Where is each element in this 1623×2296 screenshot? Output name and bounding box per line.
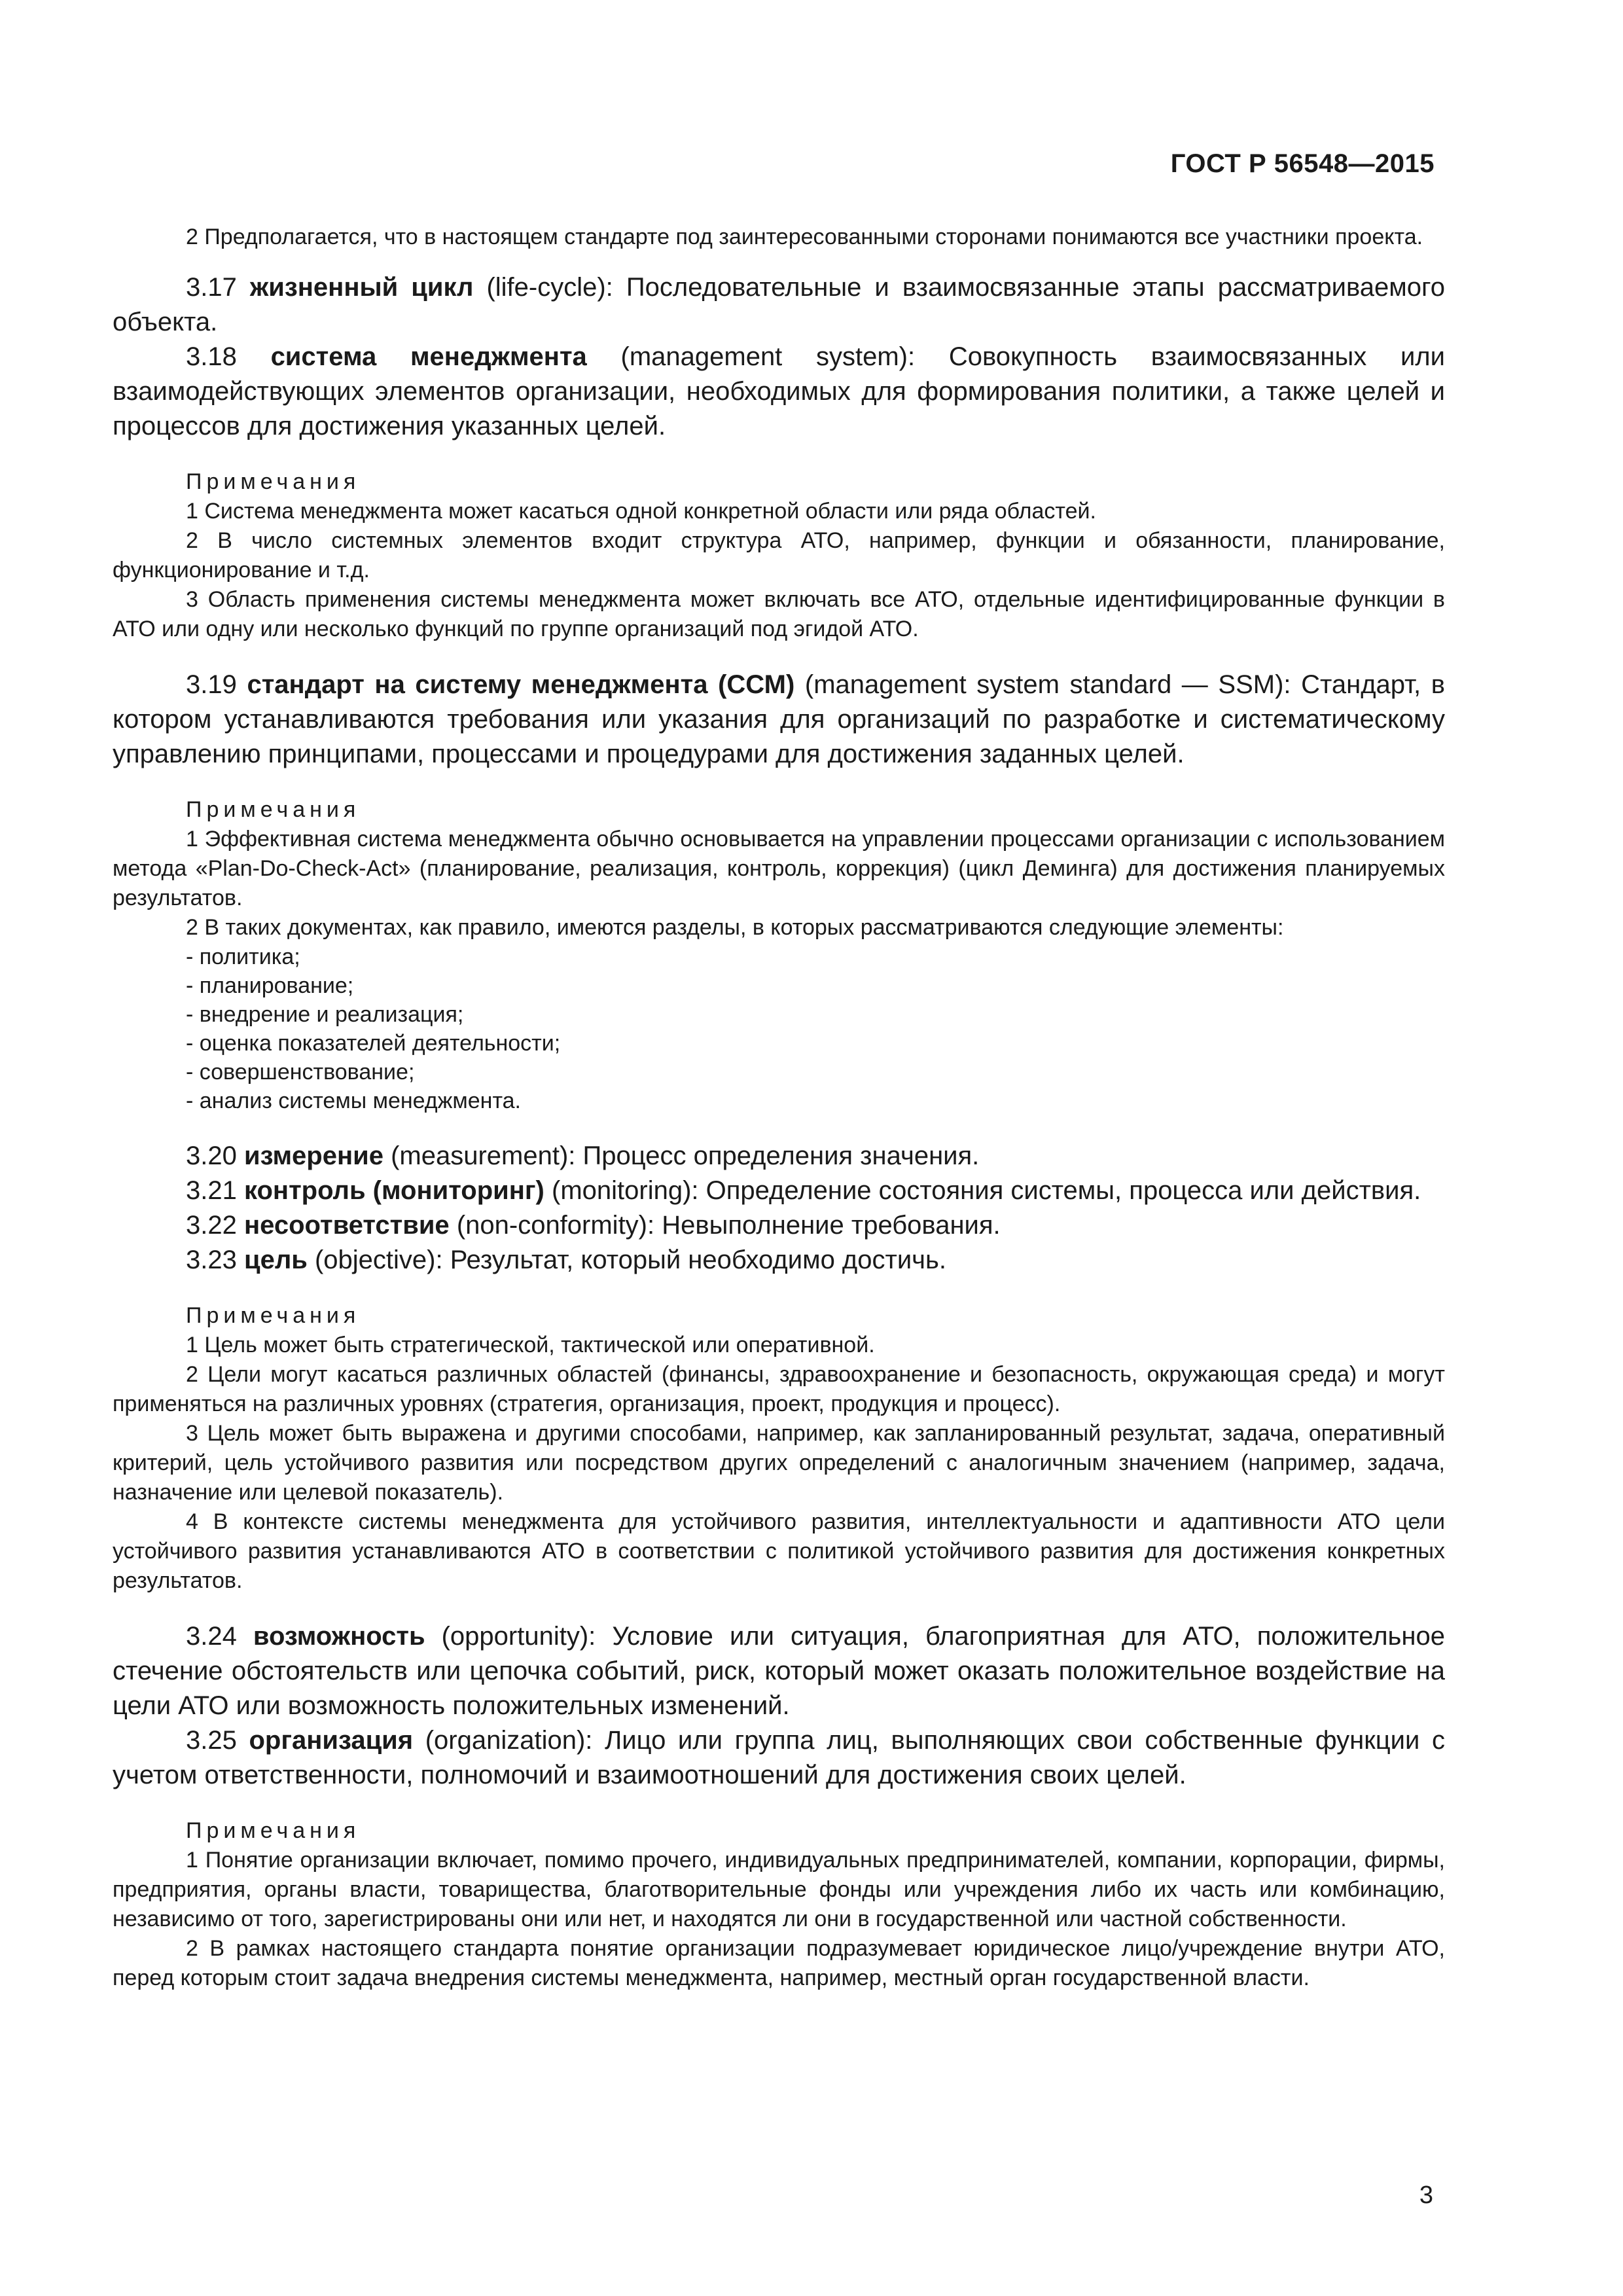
term-3-18 <box>113 340 1445 444</box>
term-number: 3.18 <box>186 342 237 371</box>
list-item: - планирование; <box>186 973 354 998</box>
term-definition: Результат, который необходимо достичь. <box>450 1246 946 1274</box>
term-english: (objective): <box>314 1246 443 1274</box>
term-english: (organization): <box>425 1726 593 1755</box>
term-english: (life-cycle): <box>486 273 613 302</box>
term-number: 3.23 <box>186 1246 237 1274</box>
intro-note: 2 Предполагается, что в настоящем стандарте под заинтересованными сторонами понимаются все участники проекта. <box>186 224 1423 249</box>
term-english: (management system standard — SSM): <box>804 670 1291 699</box>
note-item: 2 В рамках настоящего стандарта понятие организации подразумевает юридическое лицо/учреждение внутри АТО, перед которым стоит задача внедрения системы менеджмента, например, местный орган государственной власти. <box>113 1936 1445 1990</box>
term-name: контроль (мониторинг) <box>243 1176 544 1205</box>
term-name: измерение <box>243 1141 383 1170</box>
note-item: 3 Область применения системы менеджмента может включать все АТО, отдельные идентифицированные функции в АТО или одну или несколько функций по группе организаций под эгидой АТО. <box>113 587 1445 641</box>
page-body <box>113 223 1445 1993</box>
term-3-17 <box>113 270 1445 340</box>
term-3-25 <box>113 1723 1445 1793</box>
note-item: 2 В число системных элементов входит структура АТО, например, функции и обязанности, планирование, функционирование и т.д. <box>113 528 1445 583</box>
term-definition: Условие или ситуация, благоприятная для АТО, положительное стечение обстоятельств или цепочка событий, риск, который может оказать положительное воздействие на цели АТО или возможность положительных изменений. <box>113 1622 1445 1720</box>
term-definition: Последовательные и взаимосвязанные этапы рассматриваемого объекта. <box>113 273 1445 336</box>
term-definition: Стандарт, в котором устанавливаются требования или указания для организаций по разработке и систематическому управлению принципами, процессами и процедурами для достижения заданных целей. <box>113 670 1445 768</box>
term-number: 3.21 <box>186 1176 237 1205</box>
note-item: 2 Цели могут касаться различных областей (финансы, здравоохранение и безопасность, окружающая среда) и могут применяться на различных уровнях (стратегия, организация, проект, продукция и процесс). <box>113 1362 1445 1416</box>
notes-heading: Примечания <box>186 1818 361 1843</box>
note-item: 1 Эффективная система менеджмента обычно основывается на управлении процессами организации с использованием метода «Plan-Do-Check-Act» (планирование, реализация, контроль, коррекция) (цикл Деминга) для достижения планируемых результатов. <box>113 827 1445 910</box>
term-number: 3.19 <box>186 670 237 699</box>
notes-heading: Примечания <box>186 469 361 494</box>
note-item: 1 Цель может быть стратегической, тактической или оперативной. <box>186 1333 875 1357</box>
note-item: 2 В таких документах, как правило, имеются разделы, в которых рассматриваются следующие элементы: <box>186 915 1284 940</box>
list-item: - внедрение и реализация; <box>186 1002 464 1027</box>
term-number: 3.25 <box>186 1726 237 1755</box>
list-item: - совершенствование; <box>186 1060 415 1085</box>
note-item: 3 Цель может быть выражена и другими способами, например, как запланированный результат, задача, оперативный критерий, цель устойчивого развития или посредством других определений с аналогичным значением (например, задача, назначение или целевой показатель). <box>113 1421 1445 1505</box>
term-3-21 <box>113 1174 1445 1208</box>
term-3-19 <box>113 668 1445 772</box>
term-number: 3.17 <box>186 273 237 302</box>
term-english: (monitoring): <box>552 1176 699 1205</box>
term-name: жизненный цикл <box>249 273 474 302</box>
term-3-24 <box>113 1619 1445 1723</box>
term-number: 3.22 <box>186 1211 237 1240</box>
term-name: несоответствие <box>243 1211 450 1240</box>
note-item: 4 В контексте системы менеджмента для устойчивого развития, интеллектуальности и адаптивности АТО цели устойчивого развития устанавливаются АТО в соответствии с политикой устойчивого развития для достижения конкретных результатов. <box>113 1509 1445 1593</box>
list-item: - анализ системы менеджмента. <box>186 1088 521 1113</box>
term-name: стандарт на систему менеджмента (ССМ) <box>247 670 795 699</box>
list-item: - оценка показателей деятельности; <box>186 1031 561 1056</box>
list-item: - политика; <box>186 944 300 969</box>
note-item: 1 Понятие организации включает, помимо прочего, индивидуальных предпринимателей, компании, корпорации, фирмы, предприятия, органы власти, товарищества, благотворительные фонды или учреждения либо их часть или комбинацию, независимо от того, зарегистрированы они или нет, и находятся ли они в государственной или частной собственности. <box>113 1848 1445 1931</box>
notes-heading: Примечания <box>186 797 361 822</box>
term-definition: Невыполнение требования. <box>662 1211 1001 1240</box>
term-english: (measurement): <box>391 1141 576 1170</box>
term-definition: Определение состояния системы, процесса или действия. <box>705 1176 1421 1205</box>
term-english: (non-conformity): <box>456 1211 655 1240</box>
term-3-22 <box>113 1208 1445 1243</box>
term-number: 3.24 <box>186 1622 237 1651</box>
term-definition: Совокупность взаимосвязанных или взаимодействующих элементов организации, необходимых для формирования политики, а также целей и процессов для достижения указанных целей. <box>113 342 1445 440</box>
term-name: организация <box>249 1726 414 1755</box>
term-english: (management system): <box>620 342 916 371</box>
term-number: 3.20 <box>186 1141 237 1170</box>
term-name: система менеджмента <box>270 342 587 371</box>
notes-heading: Примечания <box>186 1303 361 1328</box>
note-item: 1 Система менеджмента может касаться одной конкретной области или ряда областей. <box>186 499 1096 524</box>
term-3-23 <box>113 1243 1445 1278</box>
term-definition: Лицо или группа лиц, выполняющих свои собственные функции с учетом ответственности, полномочий и взаимоотношений для достижения своих целей. <box>113 1726 1445 1789</box>
term-english: (opportunity): <box>441 1622 596 1651</box>
document-id-header: ГОСТ Р 56548—2015 <box>1170 149 1435 178</box>
term-name: цель <box>243 1246 308 1274</box>
term-name: возможность <box>253 1622 425 1651</box>
page-number: 3 <box>1419 2181 1433 2209</box>
term-3-20 <box>113 1139 1445 1174</box>
term-definition: Процесс определения значения. <box>582 1141 980 1170</box>
